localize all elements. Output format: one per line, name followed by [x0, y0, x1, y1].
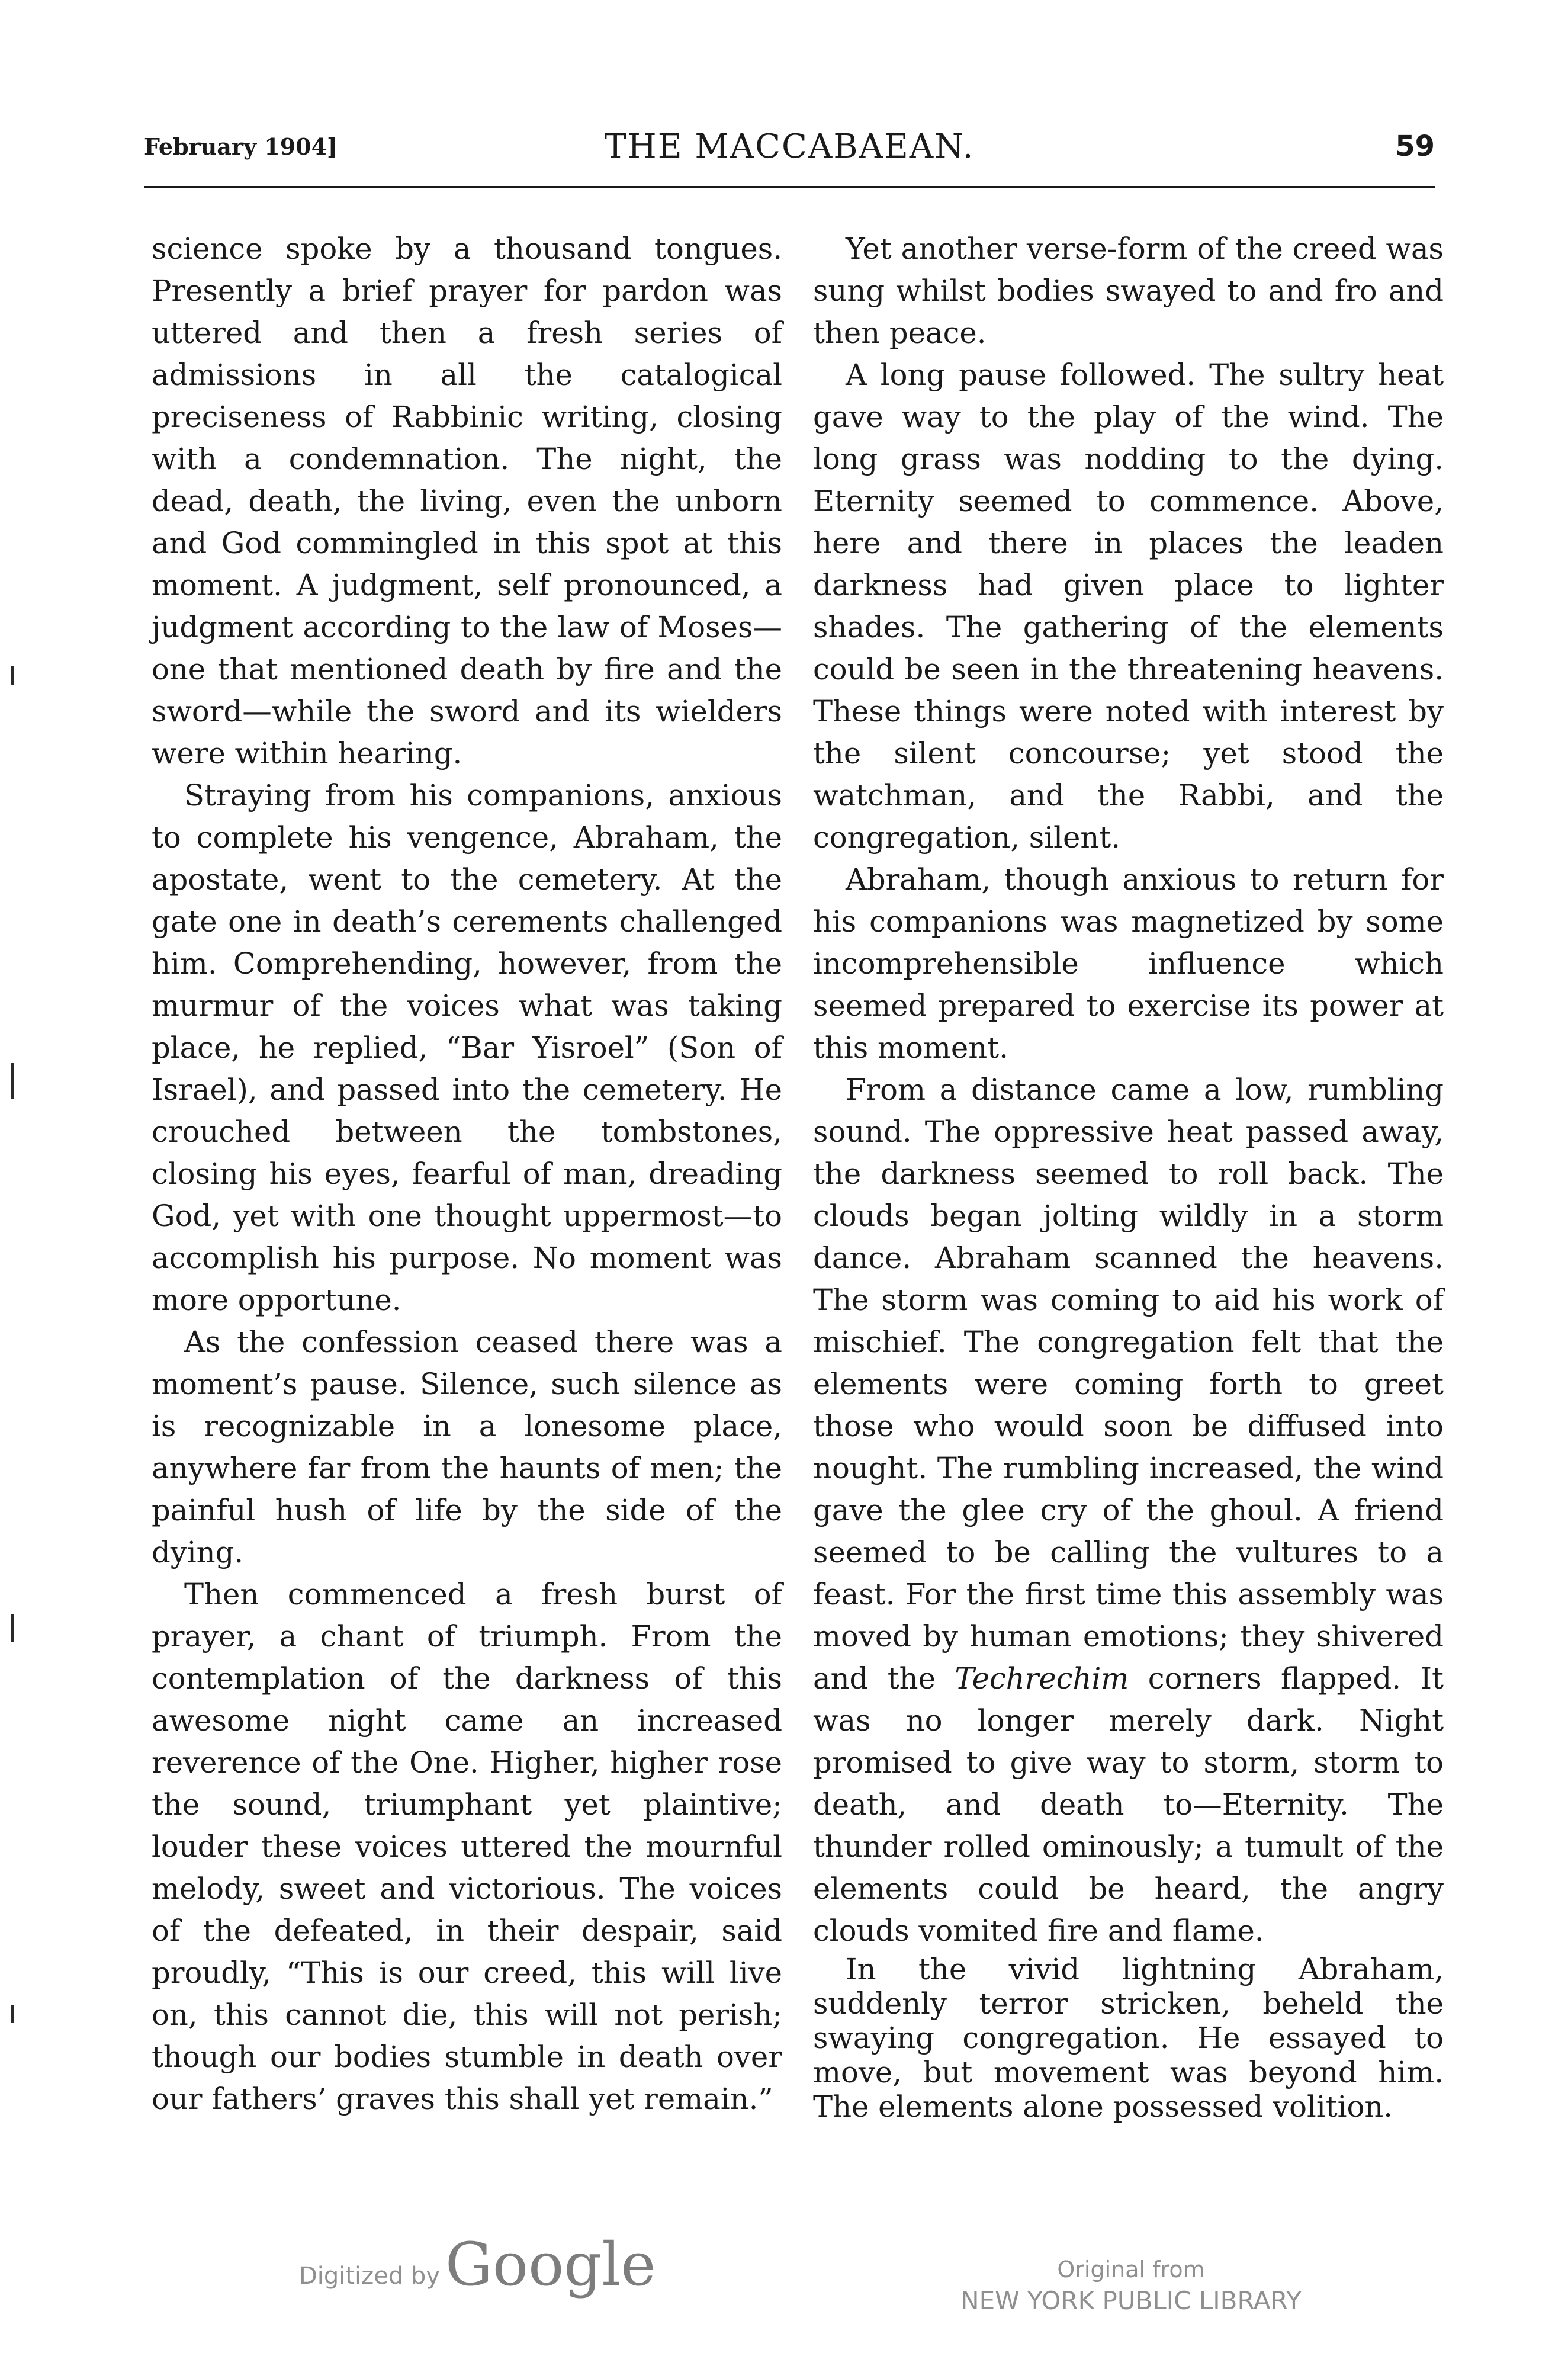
- left-column: [152, 228, 782, 2120]
- library-name: NEW YORK PUBLIC LIBRARY: [960, 2286, 1302, 2315]
- digitized-by-label: Digitized by: [299, 2262, 440, 2290]
- paragraph: In the vivid lightning Abraham, suddenly terror stricken, beheld the swaying congregation. He essayed to move, but movement was beyond him. The elements alone possessed volition.: [813, 1952, 1444, 2124]
- journal-title: THE MACCABAEAN.: [604, 127, 975, 166]
- paragraph: Then commenced a fresh burst of prayer, a chant of triumph. From the contemplation of the darkness of this awesome night came an increased reverence of the One. Higher, higher rose the sound, triumphant yet plaintive; louder these voices uttered the mournful melody, sweet and victorious. The voices of the defeated, in their despair, said proudly, “This is our creed, this will live on, this cannot die, this will not perish; though our bodies stumble in death over our fathers’ graves this shall yet remain.”: [152, 1577, 782, 2116]
- paragraph: Yet another verse-form of the creed was sung whilst bodies swayed to and fro and then peace.: [813, 232, 1444, 350]
- right-column: [813, 228, 1444, 2124]
- page-number: 59: [1395, 130, 1435, 163]
- issue-date: February 1904]: [144, 133, 338, 160]
- google-logo: Google: [445, 2230, 656, 2299]
- paragraph: A long pause followed. The sultry heat gave way to the play of the wind. The long grass was nodding to the dying. Eternity seemed to commence. Above, here and there in places the leaden darkness had given place to lighter shades. The gathering of the elements could be seen in the threatening heavens. These things were noted with interest by the silent concourse; yet stood the watchman, and the Rabbi, and the congregation, silent.: [813, 358, 1444, 855]
- original-from-label: Original from: [1057, 2256, 1205, 2283]
- header-rule: [144, 186, 1435, 188]
- paragraph: science spoke by a thousand tongues. Presently a brief prayer for pardon was uttered and then a fresh series of admissions in all the catalogical preciseness of Rabbinic writing, closing with a condemnation. The night, the dead, death, the living, even the unborn and God commingled in this spot at this moment. A judgment, self pronounced, a judgment according to the law of Moses—one that mentioned death by fire and the sword—while the sword and its wielders were within hearing.: [152, 232, 782, 771]
- text-run: corners flapped. It was no longer merely dark. Night promised to give way to storm, storm to death, and death to—Eternity. The thunder rolled ominously; a tumult of the elements could be heard, the angry clouds vomited fire and flame.: [813, 1661, 1444, 1948]
- text-run: From a distance came a low, rumbling sound. The oppressive heat passed away, the darkness seemed to roll back. The clouds began jolting wildly in a storm dance. Abraham scanned the heavens. The storm was coming to aid his work of mischief. The congregation felt that the elements were coming forth to greet those who would soon be diffused into nought. The rumbling increased, the wind gave the glee cry of the ghoul. A friend seemed to be calling the vultures to a feast. For the first time this assembly was moved by human emotions; they shivered and the: [813, 1073, 1444, 1696]
- paragraph: Abraham, though anxious to return for his companions was magnetized by some incomprehensible influence which seemed prepared to exercise its power at this moment.: [813, 862, 1444, 1065]
- italic-term: Techrechim: [955, 1661, 1129, 1696]
- paragraph: [813, 1069, 1444, 1952]
- paragraph: As the confession ceased there was a moment’s pause. Silence, such silence as is recognizable in a lonesome place, anywhere far from the haunts of men; the painful hush of life by the side of the dying.: [152, 1325, 782, 1569]
- paragraph: Straying from his companions, anxious to complete his vengence, Abraham, the apostate, went to the cemetery. At the gate one in death’s cerements challenged him. Comprehending, however, from the murmur of the voices what was taking place, he replied, “Bar Yisroel” (Son of Israel), and passed into the cemetery. He crouched between the tombstones, closing his eyes, fearful of man, dreading God, yet with one thought uppermost—to accomplish his purpose. No moment was more opportune.: [152, 778, 782, 1317]
- running-header: [144, 127, 1435, 187]
